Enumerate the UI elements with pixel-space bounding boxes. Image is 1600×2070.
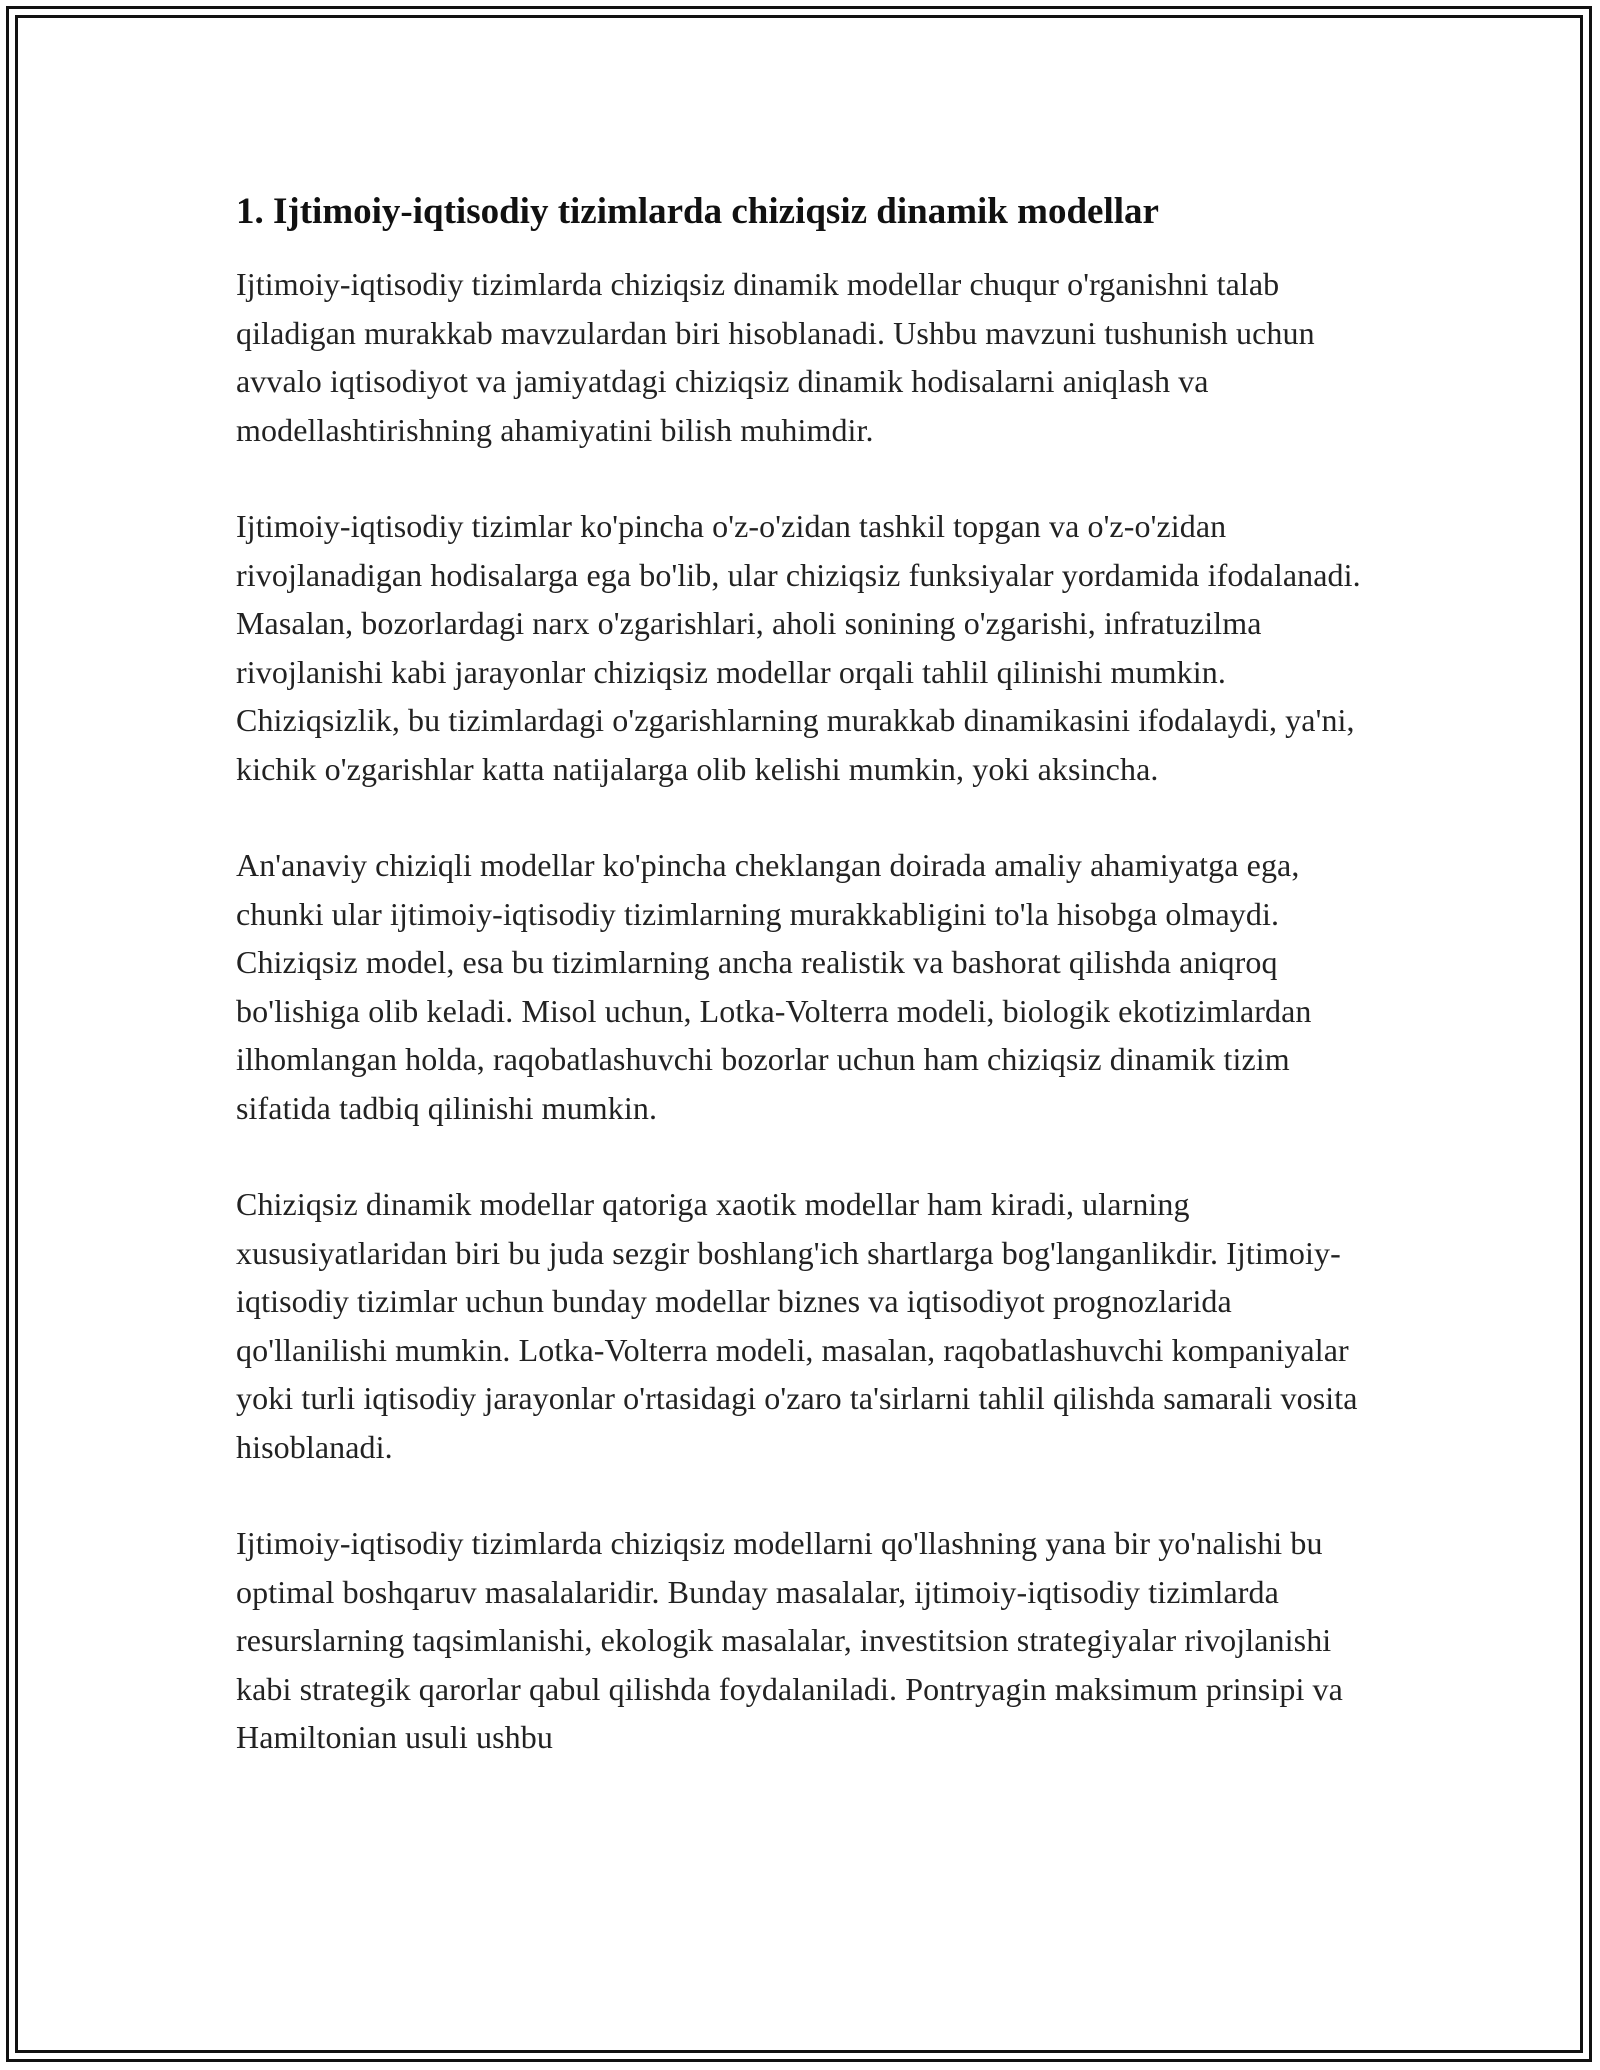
paragraph-1: Ijtimoiy-iqtisodiy tizimlarda chiziqsiz dinamik modellar chuqur o'rganishni talab qiladigan murakkab mavzulardan biri hisoblanadi. Ushbu mavzuni tushunish uchun avvalo iqtisodiyot va jamiyatdagi chiziqsiz dinamik hodisalarni aniqlash va modellashtirishning ahamiyatini bilish muhimdir. [236, 266, 1315, 448]
paragraph-3: An'anaviy chiziqli modellar ko'pincha cheklangan doirada amaliy ahamiyatga ega, chunki ular ijtimoiy-iqtisodiy tizimlarning murakkabligini to'la hisobga olmaydi. Chiziqsiz model, esa bu tizimlarning ancha realistik va bashorat qilishda aniqroq bo'lishiga olib keladi. Misol uchun, Lotka-Volterra modeli, biologik ekotizimlardan ilhomlangan holda, raqobatlashuvchi bozorlar uchun ham chiziqsiz dinamik tizim sifatida tadbiq qilinishi mumkin. [236, 847, 1312, 1126]
paragraph-4: Chiziqsiz dinamik modellar qatoriga xaotik modellar ham kiradi, ularning xususiyatlaridan biri bu juda sezgir boshlang'ich shartlarga bog'langanlikdir. Ijtimoiy-iqtisodiy tizimlar uchun bunday modellar biznes va iqtisodiyot prognozlarida qo'llanilishi mumkin. Lotka-Volterra modeli, masalan, raqobatlashuvchi kompaniyalar yoki turli iqtisodiy jarayonlar o'rtasidagi o'zaro ta'sirlarni tahlil qilishda samarali vosita hisoblanadi. [236, 1186, 1358, 1465]
document-body [236, 188, 1366, 1810]
paragraph-2: Ijtimoiy-iqtisodiy tizimlar ko'pincha o'z-o'zidan tashkil topgan va o'z-o'zidan rivojlanadigan hodisalarga ega bo'lib, ular chiziqsiz funksiyalar yordamida ifodalanadi. Masalan, bozorlardagi narx o'zgarishlari, aholi sonining o'zgarishi, infratuzilma rivojlanishi kabi jarayonlar chiziqsiz modellar orqali tahlil qilinishi mumkin. Chiziqsizlik, bu tizimlardagi o'zgarishlarning murakkab dinamikasini ifodalaydi, ya'ni, kichik o'zgarishlar katta natijalarga olib kelishi mumkin, yoki aksincha. [236, 508, 1361, 787]
paragraph-5: Ijtimoiy-iqtisodiy tizimlarda chiziqsiz modellarni qo'llashning yana bir yo'nalishi bu optimal boshqaruv masalalaridir. Bunday masalalar, ijtimoiy-iqtisodiy tizimlarda resurslarning taqsimlanishi, ekologik masalalar, investitsion strategiyalar rivojlanishi kabi strategik qarorlar qabul qilishda foydalaniladi. Pontryagin maksimum prinsipi va Hamiltonian usuli ushbu [236, 1525, 1343, 1755]
section-heading: 1. Ijtimoiy-iqtisodiy tizimlarda chiziqsiz dinamik modellar [236, 191, 1159, 232]
